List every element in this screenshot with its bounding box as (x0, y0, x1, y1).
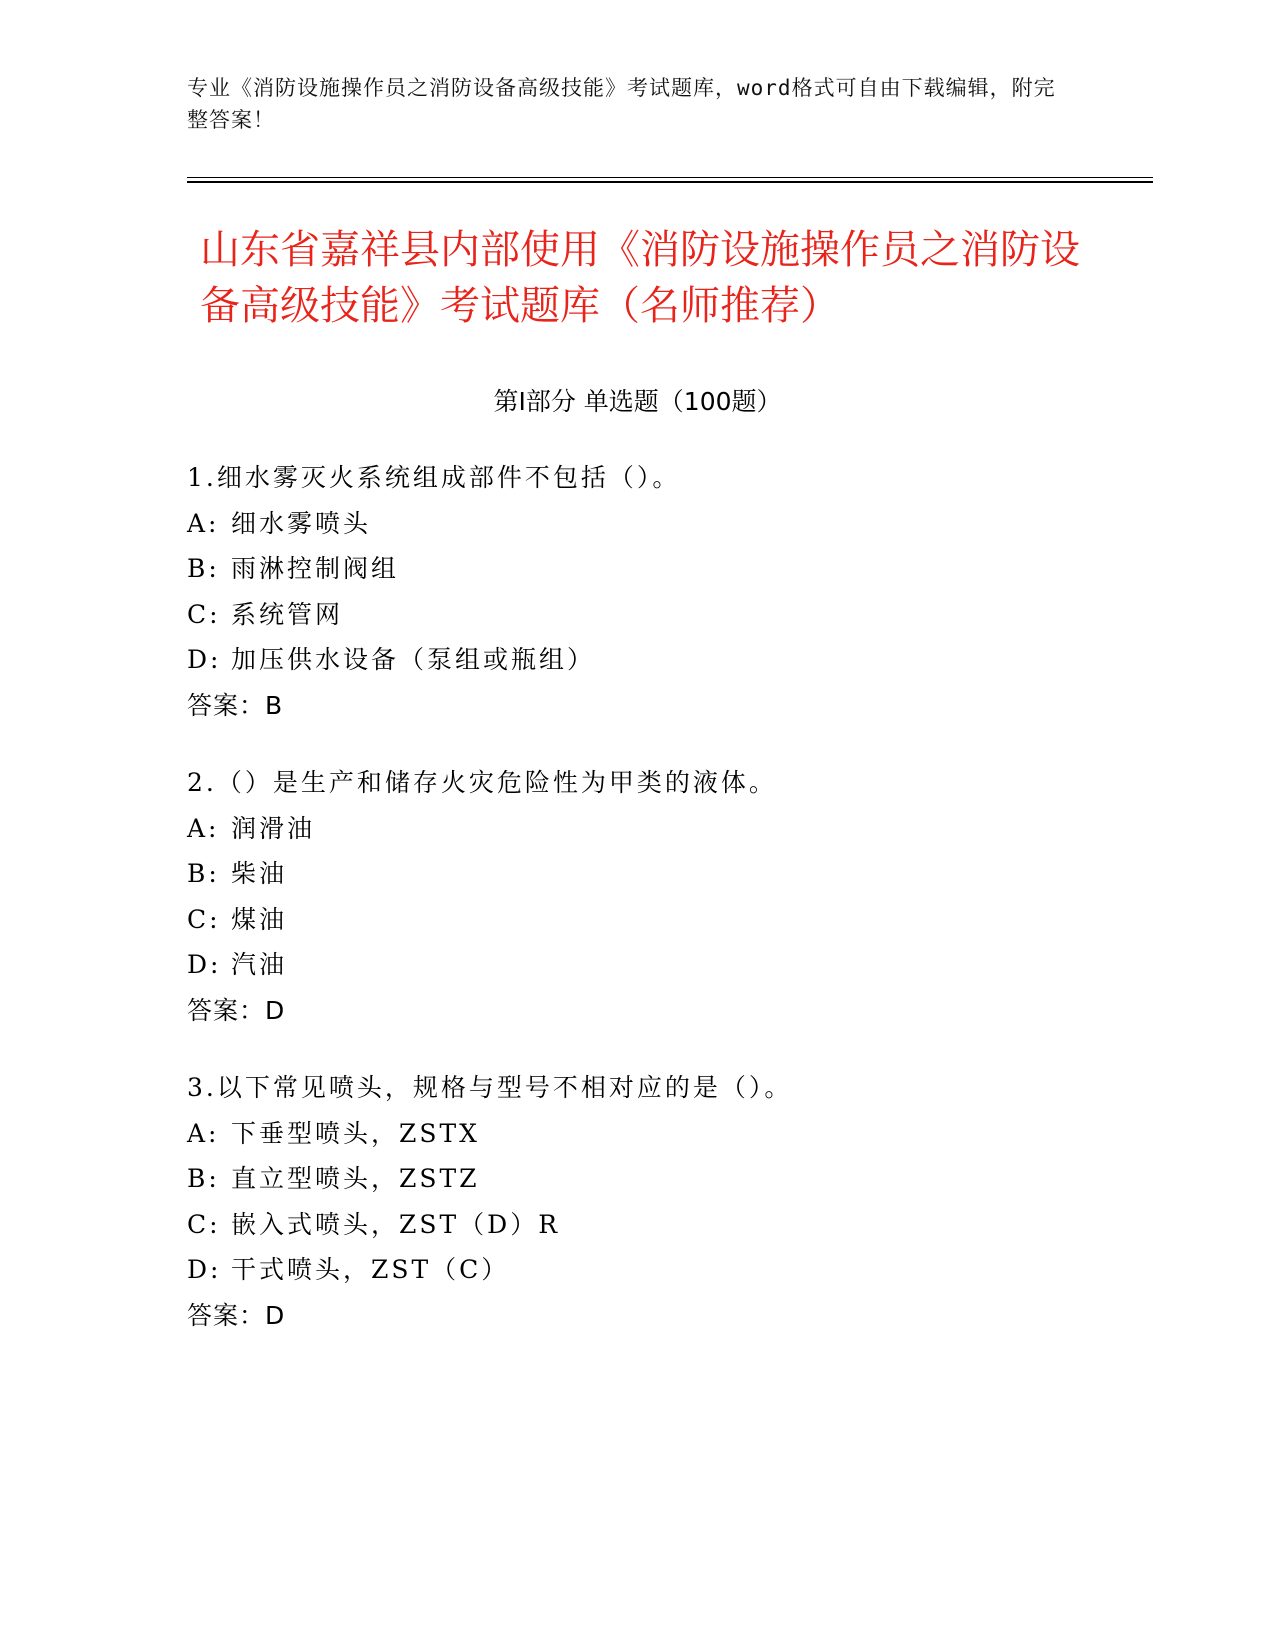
question-1 (187, 455, 1167, 728)
answer: 答案：D (187, 1300, 286, 1330)
option-text: 润滑油 (231, 813, 316, 843)
option-letter: A: (187, 1118, 220, 1148)
option-letter: A: (187, 813, 220, 843)
option-text: 细水雾喷头 (231, 508, 372, 538)
option-letter: D: (187, 645, 222, 674)
question-stem: 1.细水雾灭火系统组成部件不包括（）。 (187, 463, 681, 492)
option-d (187, 1247, 1167, 1293)
option-letter: B: (187, 554, 220, 583)
option-letter: D: (187, 1255, 222, 1284)
option-text: 嵌入式喷头，ZST（D）R (231, 1209, 561, 1239)
option-d (187, 637, 1167, 683)
option-letter: C: (187, 1209, 221, 1239)
option-letter: C: (187, 904, 221, 934)
option-b (187, 1156, 1167, 1202)
option-letter: B: (187, 1164, 220, 1193)
option-text: 下垂型喷头，ZSTX (231, 1118, 480, 1148)
option-text: 系统管网 (231, 599, 344, 629)
option-b (187, 851, 1167, 897)
option-a (187, 501, 1167, 547)
option-text: 煤油 (231, 904, 288, 934)
header-divider-thick (187, 181, 1153, 183)
option-text: 直立型喷头，ZSTZ (231, 1164, 480, 1193)
option-letter: B: (187, 859, 220, 888)
option-c (187, 897, 1167, 943)
question-2 (187, 760, 1167, 1033)
answer: 答案：B (187, 690, 284, 720)
option-text: 汽油 (231, 950, 288, 979)
option-letter: C: (187, 599, 221, 629)
option-text: 加压供水设备（泵组或瓶组） (231, 645, 596, 674)
question-stem: 2.（）是生产和储存火灾危险性为甲类的液体。 (187, 768, 777, 797)
question-3 (187, 1065, 1167, 1338)
option-d (187, 942, 1167, 988)
header-note: 专业《消防设施操作员之消防设备高级技能》考试题库，word格式可自由下载编辑，附完整答案！ (187, 76, 1056, 132)
option-text: 柴油 (231, 859, 288, 888)
option-a (187, 1111, 1167, 1157)
option-a (187, 806, 1167, 852)
option-letter: A: (187, 508, 220, 538)
option-text: 干式喷头，ZST（C） (231, 1255, 510, 1284)
question-stem: 3.以下常见喷头，规格与型号不相对应的是（）。 (187, 1073, 793, 1102)
header-divider-thin (187, 177, 1153, 178)
option-text: 雨淋控制阀组 (231, 554, 400, 583)
option-c (187, 592, 1167, 638)
document-title: 山东省嘉祥县内部使用《消防设施操作员之消防设备高级技能》考试题库（名师推荐） (200, 227, 1080, 329)
section-title: 第Ⅰ部分 单选题（100题） (493, 387, 782, 416)
option-letter: D: (187, 950, 222, 979)
answer: 答案：D (187, 995, 286, 1025)
option-b (187, 546, 1167, 592)
option-c (187, 1202, 1167, 1248)
